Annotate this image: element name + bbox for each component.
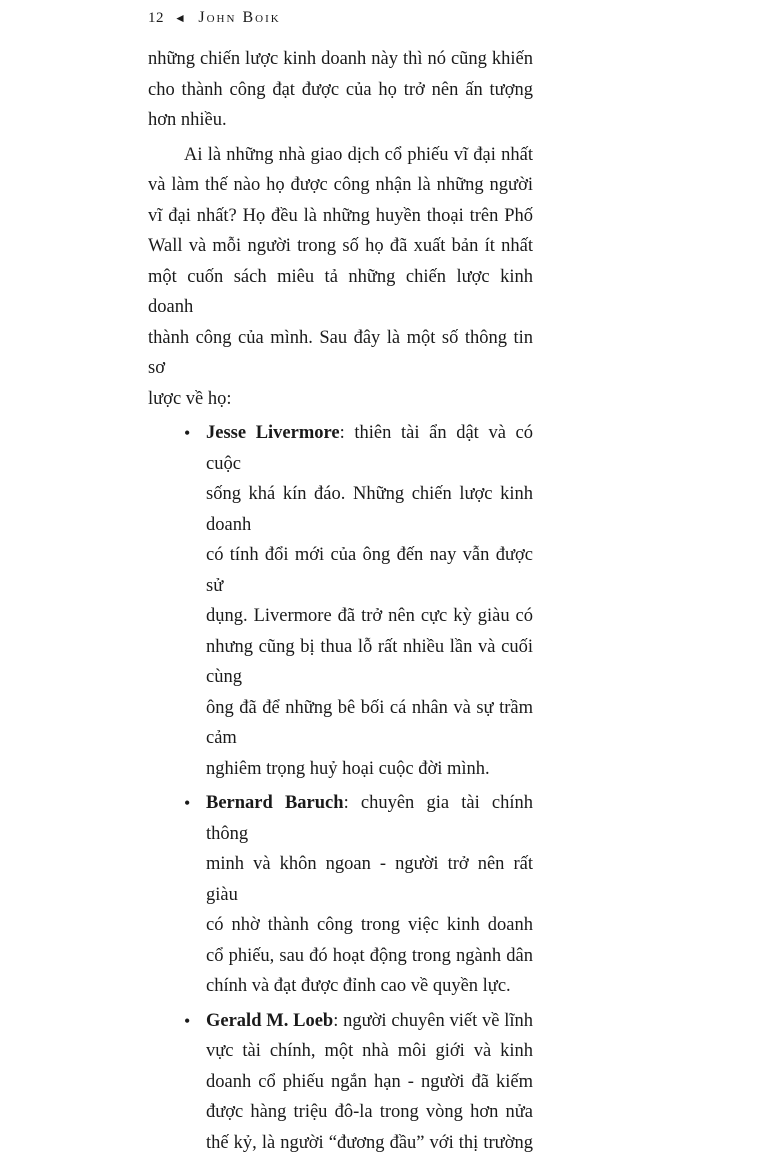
trader-name: Bernard Baruch: [206, 793, 344, 813]
trader-desc: : chuyên gia tài chính thông: [206, 793, 533, 844]
body-text: [148, 44, 533, 1162]
left-arrow-icon: ◄: [174, 10, 187, 25]
text-line: và làm thế nào họ được công nhận là những người: [148, 175, 533, 195]
text-line: có tính đổi mới của ông đến nay vẫn được sử: [206, 545, 533, 596]
list-item: [148, 418, 533, 784]
text-line: Wall và mỗi người trong số họ đã xuất bản ít nhất: [148, 236, 533, 256]
running-header: [148, 6, 281, 30]
bullet-icon: •: [184, 423, 191, 443]
text-line: nghiêm trọng huỷ hoại cuộc đời mình.: [206, 758, 490, 779]
text-line: có nhờ thành công trong việc kinh doanh: [206, 915, 533, 935]
text-line: những chiến lược kinh doanh này thì nó cũng khiến: [148, 49, 533, 69]
list-item: [148, 1006, 533, 1159]
text-line: dụng. Livermore đã trở nên cực kỳ giàu có: [206, 606, 533, 626]
text-line: được hàng triệu đô-la trong vòng hơn nửa: [206, 1102, 533, 1122]
trader-name: Jesse Livermore: [206, 423, 340, 443]
text-line: một cuốn sách miêu tả những chiến lược kinh doanh: [148, 266, 533, 317]
text-line: chính và đạt được đỉnh cao về quyền lực.: [206, 976, 511, 996]
text-line: nhưng cũng bị thua lỗ rất nhiều lần và cuối cùng: [206, 636, 533, 687]
trader-desc: : thiên tài ẩn dật và có cuộc: [206, 423, 533, 474]
text-line: Ai là những nhà giao dịch cổ phiếu vĩ đại nhất: [184, 144, 533, 165]
text-line: minh và khôn ngoan - người trở nên rất giàu: [206, 854, 533, 905]
author-name: John Boik: [198, 9, 281, 26]
bullet-icon: •: [184, 793, 191, 813]
text-line: vĩ đại nhất? Họ đều là những huyền thoại trên Phố: [148, 205, 533, 226]
text-line: [206, 1006, 533, 1037]
text-line: thành công của mình. Sau đây là một số thông tin sơ: [148, 327, 533, 378]
bullet-icon: •: [184, 1010, 191, 1031]
text-line: [206, 418, 533, 479]
trader-list: [148, 418, 533, 1158]
list-item: [148, 788, 533, 1002]
text-line: hơn nhiều.: [148, 110, 227, 130]
text-line: thế kỷ, là người “đương đầu” với thị trường: [206, 1132, 533, 1153]
text-line: cho thành công đạt được của họ trở nên ấn tượng: [148, 79, 533, 100]
paragraph-continued: [148, 44, 533, 136]
trader-name: Gerald M. Loeb: [206, 1010, 334, 1031]
text-line: doanh cổ phiếu ngắn hạn - người đã kiếm: [206, 1071, 533, 1092]
text-line: cổ phiếu, sau đó hoạt động trong ngành dân: [206, 945, 533, 966]
text-line: sống khá kín đáo. Những chiến lược kinh doanh: [206, 484, 533, 535]
text-line: vực tài chính, một nhà môi giới và kinh: [206, 1041, 533, 1061]
text-line: lược về họ:: [148, 388, 232, 409]
trader-desc: : người chuyên viết về lĩnh: [333, 1010, 534, 1031]
text-line: ông đã để những bê bối cá nhân và sự trầm cảm: [206, 697, 533, 748]
text-line: [206, 788, 533, 849]
page-number: 12: [148, 9, 164, 26]
paragraph: [148, 140, 533, 415]
